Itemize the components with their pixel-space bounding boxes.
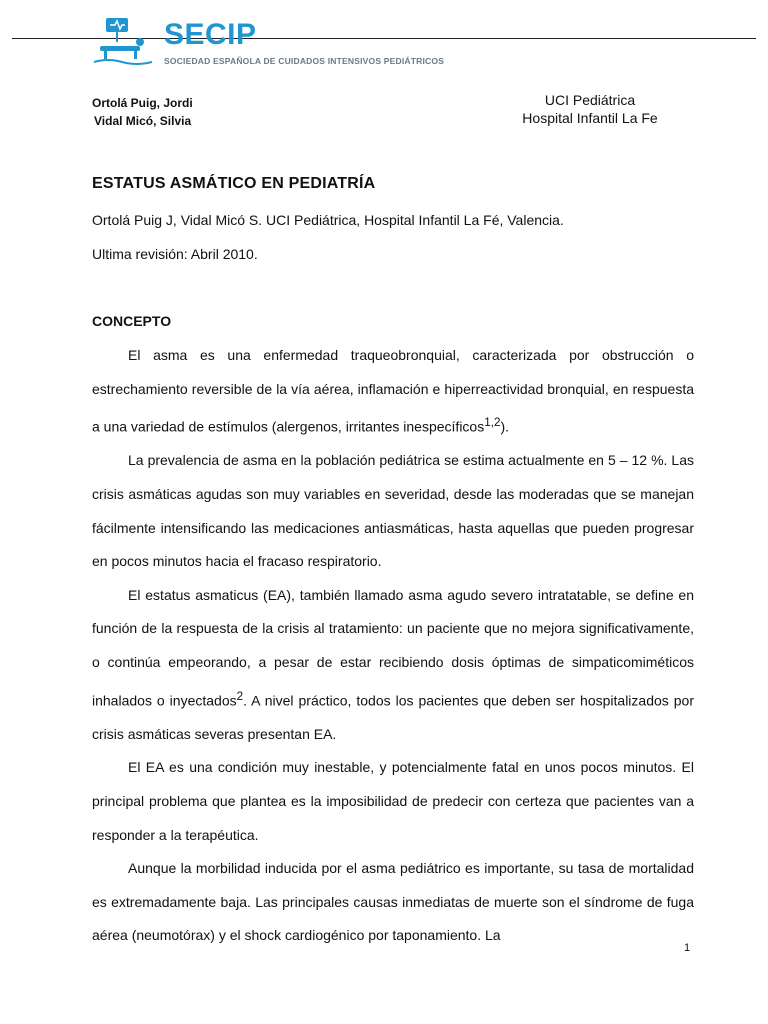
document-title: ESTATUS ASMÁTICO EN PEDIATRÍA xyxy=(92,175,376,192)
body-text xyxy=(92,339,694,953)
affiliation-unit: UCI Pediátrica xyxy=(544,92,636,108)
author-name: Ortolá Puig, Jordi xyxy=(92,96,193,110)
citation-superscript: 1,2 xyxy=(484,416,501,430)
paragraph: El estatus asmaticus (EA), también llamado asma agudo severo intratatable, se define en función de la respuesta de la crisis al tratamiento: un paciente que no mejora significativamente, o continúa empeorando, a pesar de estar recibiendo dosis óptimas de simpaticomiméticos inhalados o inyectados$^2$. A nivel práctico, todos los pacientes que deben ser hospitalizados por crisis asmáticas severas presentan EA. xyxy=(92,586,694,742)
citation-line: Ortolá Puig J, Vidal Micó S. UCI Pediátrica, Hospital Infantil La Fé, Valencia. xyxy=(92,212,564,228)
affiliation-block xyxy=(500,91,680,127)
citation-superscript: 2 xyxy=(236,689,244,703)
logo-subtitle: SOCIEDAD ESPAÑOLA DE CUIDADOS INTENSIVOS PEDIÁTRICOS xyxy=(164,56,445,66)
author-name: Vidal Micó, Silvia xyxy=(94,114,192,128)
logo-wordmark: SECIP xyxy=(164,18,257,51)
secip-logo-icon xyxy=(92,16,154,68)
affiliation-hospital: Hospital Infantil La Fe xyxy=(522,110,658,126)
secip-logo xyxy=(92,16,445,70)
page-number: 1 xyxy=(684,942,691,954)
section-heading: CONCEPTO xyxy=(92,313,172,329)
paragraph: La prevalencia de asma en la población pediátrica se estima actualmente en 5 – 12 %. Las crisis asmáticas agudas son muy variables en severidad, desde las moderadas que se manejan fácilmente intensificando las medicaciones antiasmáticas, hasta aquellas que pueden progresar en pocos minutos hacia el fracaso respiratorio. xyxy=(92,452,694,570)
author-block xyxy=(92,94,193,130)
paragraph: El EA es una condición muy inestable, y potencialmente fatal en unos pocos minutos. El principal problema que plantea es la imposibilidad de predecir con certeza que pacientes van a responder a la terapéutica. xyxy=(92,759,694,843)
paragraph: Aunque la morbilidad inducida por el asma pediátrico es importante, su tasa de mortalidad es extremadamente baja. Las principales causas inmediatas de muerte son el síndrome de fuga aérea (neumotórax) y el shock cardiogénico por taponamiento. La xyxy=(92,860,694,944)
paragraph: El asma es una enfermedad traqueobronquial, caracterizada por obstrucción o estrechamiento reversible de la vía aérea, inflamación e hiperreactividad bronquial, en respuesta a una variedad de estímulos (alergenos, irritantes inespecíficos$^{1,2}$). xyxy=(92,347,694,435)
revision-line: Ultima revisión: Abril 2010. xyxy=(92,246,258,262)
